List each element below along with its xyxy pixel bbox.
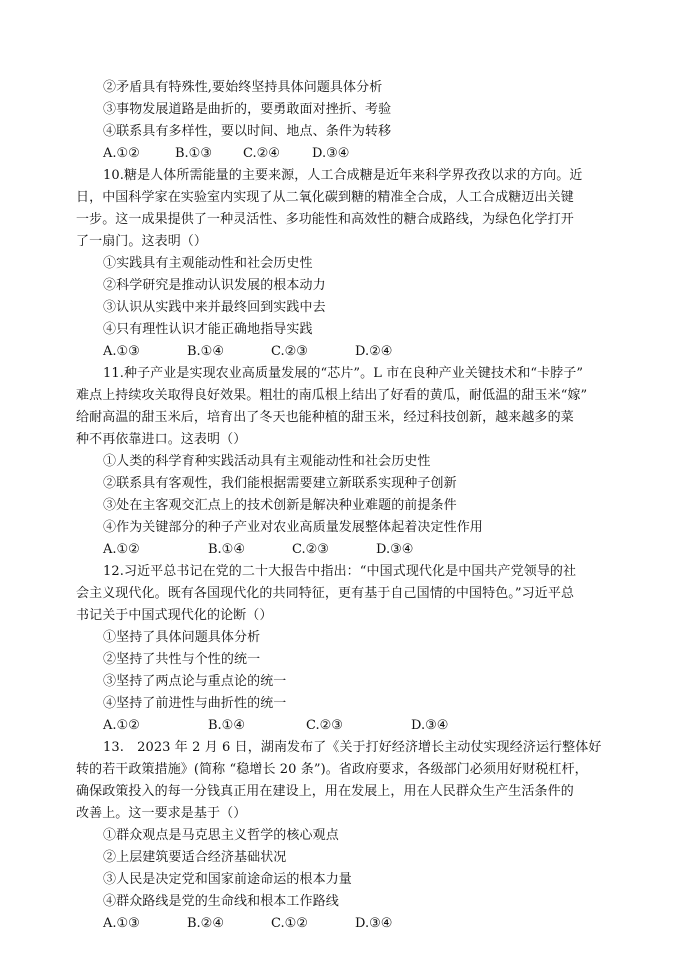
q11-option-4: ④作为关键部分的种子产业对农业高质量发展整体起着决定性作用 <box>103 520 483 535</box>
q12-option-2: ②坚持了共性与个性的统一 <box>103 652 261 667</box>
q12-answer-a: A.①② <box>103 718 140 733</box>
q11-answer-c: C.②③ <box>292 542 329 557</box>
q10-option-2: ②科学研究是推动认识发展的根本动力 <box>103 278 326 293</box>
q12-stem-line-1: 12.习近平总书记在党的二十大报告中指出：“中国式现代化是中国共产党领导的社 <box>103 564 577 579</box>
q12-option-1: ①坚持了具体问题具体分析 <box>103 630 261 645</box>
q11-stem-line-4: 种不再依靠进口。这表明（） <box>76 432 247 447</box>
q13-option-4: ④群众路线是党的生命线和根本工作路线 <box>103 894 339 909</box>
q12-answer-b: B.①④ <box>208 718 245 733</box>
q10-answer-a: A.①③ <box>103 344 140 359</box>
q13-answer-d: D.③④ <box>355 916 393 931</box>
q10-answer-d: D.②④ <box>355 344 393 359</box>
q10-stem-line-3: 一步。这一成果提供了一种灵活性、多功能性和高效性的糖合成路线，为绿色化学打开 <box>76 212 574 227</box>
q10-stem-line-2: 日，中国科学家在实验室内实现了从二氧化碳到糖的精准全合成，人工合成糖迈出关键 <box>76 190 574 205</box>
q10-answer-b: B.①④ <box>187 344 224 359</box>
q13-answer-a: A.①③ <box>103 916 140 931</box>
q13-stem-line-4: 改善上。这一要求是基于（） <box>76 806 247 821</box>
q13-stem-line-1: 13. 2023 年 2 月 6 日，湖南发布了《关于打好经济增长主动仗实现经济运行整体好 <box>103 740 602 755</box>
q11-option-2: ②联系具有客观性，我们能根据需要建立新联系实现种子创新 <box>103 476 457 491</box>
q9-option-3: ③事物发展道路是曲折的，要勇敢面对挫折、考验 <box>103 102 392 117</box>
q13-answer-c: C.①② <box>271 916 308 931</box>
q10-answer-c: C.②③ <box>271 344 308 359</box>
q13-answer-b: B.②④ <box>187 916 224 931</box>
q10-option-1: ①实践具有主观能动性和社会历史性 <box>103 256 313 271</box>
q9-option-2: ②矛盾具有特殊性,要始终坚持具体问题具体分析 <box>103 80 383 95</box>
q9-answer-a: A.①② <box>103 146 140 161</box>
q9-answer-b: B.①③ <box>175 146 212 161</box>
q11-answer-b: B.①④ <box>208 542 245 557</box>
q11-stem-line-2: 难点上持续攻关取得良好效果。粗壮的南瓜根上结出了好看的黄瓜，耐低温的甜玉米“嫁” <box>76 388 588 403</box>
q10-option-3: ③认识从实践中来并最终回到实践中去 <box>103 300 326 315</box>
q13-option-2: ②上层建筑要适合经济基础状况 <box>103 850 287 865</box>
q13-stem-line-2: 转的若干政策措施》(简称 “稳增长 20 条”)。省政府要求，各级部门必须用好财税杠杆， <box>76 762 588 777</box>
q13-stem-line-3: 确保政策投入的每一分钱真正用在建设上，用在发展上，用在人民群众生产生活条件的 <box>76 784 574 799</box>
q9-answer-d: D.③④ <box>312 146 350 161</box>
q13-option-1: ①群众观点是马克思主义哲学的核心观点 <box>103 828 339 843</box>
q10-stem-line-4: 了一扇门。这表明（） <box>76 234 208 249</box>
q12-option-3: ③坚持了两点论与重点论的统一 <box>103 674 287 689</box>
q10-option-4: ④只有理性认识才能正确地指导实践 <box>103 322 313 337</box>
q9-answer-c: C.②④ <box>243 146 280 161</box>
q12-option-4: ④坚持了前进性与曲折性的统一 <box>103 696 287 711</box>
q10-stem-line-1: 10.糖是人体所需能量的主要来源，人工合成糖是近年来科学界孜孜以求的方向。近 <box>103 168 583 183</box>
q9-option-4: ④联系具有多样性，要以时间、地点、条件为转移 <box>103 124 392 139</box>
q12-answer-d: D.③④ <box>411 718 449 733</box>
q11-option-1: ①人类的科学育种实践活动具有主观能动性和社会历史性 <box>103 454 431 469</box>
q11-stem-line-3: 给耐高温的甜玉米后，培育出了冬天也能种植的甜玉米，经过科技创新，越来越多的菜 <box>76 410 574 425</box>
q13-option-3: ③人民是决定党和国家前途命运的根本力量 <box>103 872 352 887</box>
q12-answer-c: C.②③ <box>306 718 343 733</box>
q11-answer-d: D.③④ <box>376 542 414 557</box>
q12-stem-line-3: 书记关于中国式现代化的论断（） <box>76 608 273 623</box>
q11-option-3: ③处在主客观交汇点上的技术创新是解决种业难题的前提条件 <box>103 498 457 513</box>
q12-stem-line-2: 会主义现代化。既有各国现代化的共同特征，更有基于自己国情的中国特色。”习近平总 <box>76 586 575 601</box>
q11-answer-a: A.①② <box>103 542 140 557</box>
q11-stem-line-1: 11.种子产业是实现农业高质量发展的“芯片”。L 市在良种产业关键技术和“卡脖子” <box>103 366 584 381</box>
